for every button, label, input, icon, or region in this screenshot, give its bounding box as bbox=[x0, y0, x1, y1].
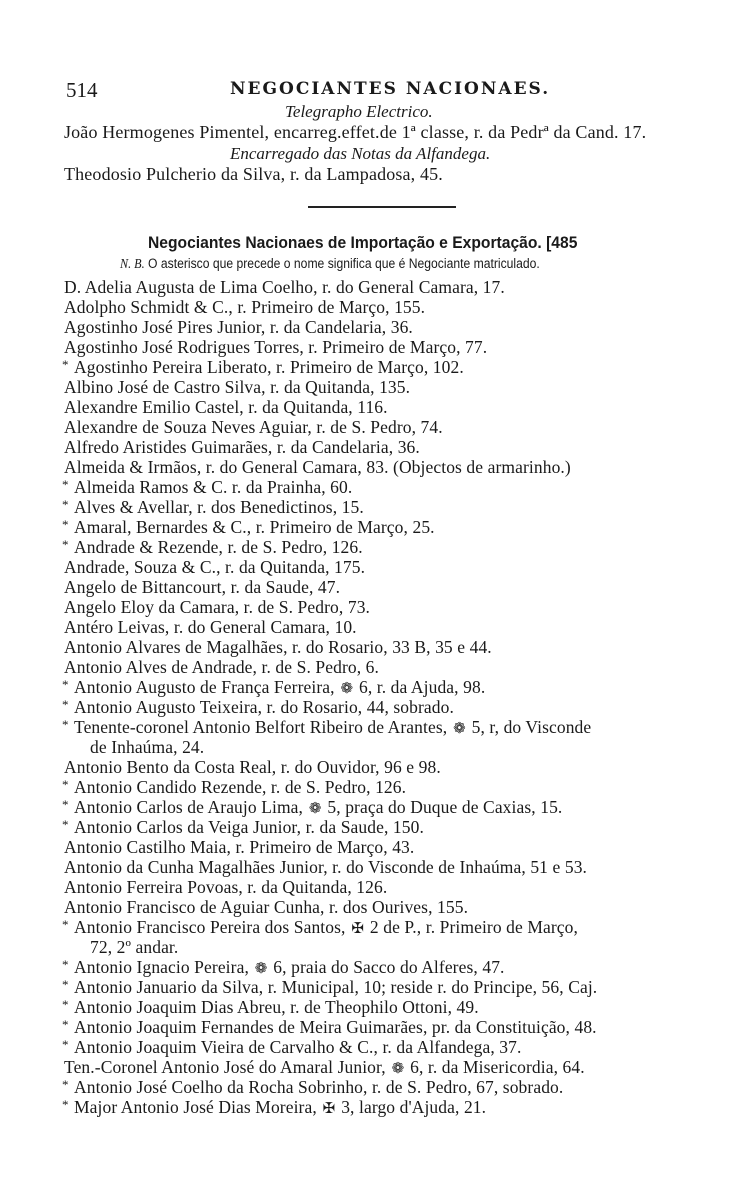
list-item bbox=[64, 297, 425, 318]
entry-text: Antonio Augusto Teixeira, r. do Rosario, 44, sobrado. bbox=[74, 697, 454, 717]
order-cross-icon: ✠ bbox=[347, 921, 368, 937]
entry-text: Alves & Avellar, r. dos Benedictinos, 15. bbox=[74, 497, 364, 517]
order-cross-icon: ✠ bbox=[318, 1101, 340, 1117]
list-item bbox=[62, 1017, 597, 1038]
page-number: 514 bbox=[66, 78, 98, 102]
entry-text: Antonio Joaquim Fernandes de Meira Guimarães, pr. da Constituição, 48. bbox=[74, 1017, 597, 1037]
entry-text: Antonio Francisco Pereira dos Santos, bbox=[74, 917, 346, 937]
entry-text: Angelo Eloy da Camara, r. de S. Pedro, 73. bbox=[64, 597, 371, 617]
entry-text: Andrade & Rezende, r. de S. Pedro, 126. bbox=[74, 537, 363, 557]
entry-text: Albino José de Castro Silva, r. da Quitanda, 135. bbox=[64, 377, 411, 397]
entry-text: Alfredo Aristides Guimarães, r. da Candelaria, 36. bbox=[64, 437, 420, 457]
list-item bbox=[62, 957, 505, 978]
list-item bbox=[62, 477, 352, 498]
list-item bbox=[62, 797, 562, 818]
list-item bbox=[64, 597, 370, 618]
asterisk-marker: * bbox=[62, 1077, 69, 1092]
entry-text: D. Adelia Augusta de Lima Coelho, r. do General Camara, 17. bbox=[64, 277, 505, 297]
asterisk-marker: * bbox=[62, 717, 69, 732]
entry-text: Antonio Ferreira Povoas, r. da Quitanda, 126. bbox=[64, 877, 388, 897]
order-rose-icon: ❁ bbox=[387, 1061, 409, 1077]
asterisk-marker: * bbox=[62, 817, 69, 832]
asterisk-marker: * bbox=[62, 697, 69, 712]
entry-text: Adolpho Schmidt & C., r. Primeiro de Março, 155. bbox=[64, 297, 426, 317]
list-item bbox=[64, 857, 587, 878]
asterisk-marker: * bbox=[62, 357, 69, 372]
list-item bbox=[64, 457, 571, 478]
asterisk-marker: * bbox=[62, 797, 69, 812]
list-item bbox=[62, 517, 435, 538]
entry-text: Almeida & Irmãos, r. do General Camara, 83. (Objectos de armarinho.) bbox=[64, 457, 571, 477]
asterisk-marker: * bbox=[62, 537, 69, 552]
list-item bbox=[64, 637, 492, 658]
list-item bbox=[62, 1077, 563, 1098]
list-item bbox=[62, 717, 591, 738]
list-item bbox=[90, 737, 204, 758]
list-item bbox=[64, 657, 379, 678]
entry-address: 6, r. da Misericordia, 64. bbox=[410, 1057, 585, 1077]
list-item bbox=[64, 397, 388, 418]
list-item bbox=[62, 1037, 522, 1058]
note-label: N. B. bbox=[120, 256, 145, 271]
list-item bbox=[62, 817, 424, 838]
list-item bbox=[64, 417, 443, 438]
list-item bbox=[64, 557, 365, 578]
entry-line: Theodosio Pulcherio da Silva, r. da Lampadosa, 45. bbox=[64, 164, 443, 184]
list-item bbox=[64, 617, 357, 638]
entry-text: Antonio Januario da Silva, r. Municipal, 10; reside r. do Principe, 56, Caj. bbox=[74, 977, 598, 997]
entry-text: Antonio José Coelho da Rocha Sobrinho, r. de S. Pedro, 67, sobrado. bbox=[74, 1077, 564, 1097]
asterisk-marker: * bbox=[62, 497, 69, 512]
entry-text: Major Antonio José Dias Moreira, bbox=[74, 1097, 317, 1117]
entry-text: Antonio Bento da Costa Real, r. do Ouvidor, 96 e 98. bbox=[64, 757, 441, 777]
entry-text: Antonio Ignacio Pereira, bbox=[74, 957, 249, 977]
order-rose-icon: ❁ bbox=[250, 961, 272, 977]
entry-address: 3, largo d'Ajuda, 21. bbox=[341, 1097, 487, 1117]
entry-address: 6, praia do Sacco do Alferes, 47. bbox=[273, 957, 505, 977]
entry-text: Tenente-coronel Antonio Belfort Ribeiro de Arantes, bbox=[74, 717, 448, 737]
asterisk-marker: * bbox=[62, 1017, 69, 1032]
asterisk-marker: * bbox=[62, 917, 69, 932]
entry-text: Antonio Carlos de Araujo Lima, bbox=[74, 797, 304, 817]
entry-text: Antonio Joaquim Vieira de Carvalho & C., r. da Alfandega, 37. bbox=[74, 1037, 522, 1057]
list-item bbox=[62, 537, 363, 558]
entry-text: Alexandre Emilio Castel, r. da Quitanda, 116. bbox=[64, 397, 388, 417]
asterisk-marker: * bbox=[62, 677, 69, 692]
list-item bbox=[64, 377, 410, 398]
entry-address: 2 de P., r. Primeiro de Março, bbox=[369, 917, 578, 937]
list-item bbox=[64, 317, 413, 338]
entry-text: Antonio Alves de Andrade, r. de S. Pedro, 6. bbox=[64, 657, 379, 677]
list-item bbox=[62, 1097, 486, 1118]
entry-text: Antonio Alvares de Magalhães, r. do Rosario, 33 B, 35 e 44. bbox=[64, 637, 492, 657]
list-item bbox=[64, 897, 468, 918]
list-item bbox=[62, 777, 406, 798]
entry-address: 5, praça do Duque de Caxias, 15. bbox=[327, 797, 563, 817]
entry-text: Antonio Augusto de França Ferreira, bbox=[74, 677, 335, 697]
entry-text: Antéro Leivas, r. do General Camara, 10. bbox=[64, 617, 357, 637]
entry-text: Angelo de Bittancourt, r. da Saude, 47. bbox=[64, 577, 341, 597]
list-item bbox=[62, 357, 464, 378]
order-rose-icon: ❁ bbox=[336, 681, 357, 697]
note-text: O asterisco que precede o nome significa que é Negociante matriculado. bbox=[148, 256, 540, 271]
list-item bbox=[64, 877, 387, 898]
entry-text: Antonio Castilho Maia, r. Primeiro de Março, 43. bbox=[64, 837, 415, 857]
list-item bbox=[62, 997, 479, 1018]
list-item bbox=[64, 757, 441, 778]
entry-text: Antonio Joaquim Dias Abreu, r. de Theophilo Ottoni, 49. bbox=[74, 997, 479, 1017]
entry-text: 72, 2º andar. bbox=[90, 937, 179, 957]
order-rose-icon: ❁ bbox=[449, 721, 470, 737]
subheading-telegrapho: Telegrapho Electrico. bbox=[285, 102, 433, 121]
asterisk-marker: * bbox=[62, 1097, 69, 1112]
list-item bbox=[64, 577, 340, 598]
entry-text: Amaral, Bernardes & C., r. Primeiro de Março, 25. bbox=[74, 517, 435, 537]
asterisk-marker: * bbox=[62, 957, 69, 972]
list-item bbox=[64, 437, 420, 458]
list-item bbox=[62, 497, 364, 518]
list-item bbox=[90, 937, 178, 958]
entry-address: 6, r. da Ajuda, 98. bbox=[358, 677, 486, 697]
list-item bbox=[64, 837, 414, 858]
list-item bbox=[62, 697, 454, 718]
asterisk-marker: * bbox=[62, 477, 69, 492]
list-item bbox=[62, 917, 578, 938]
section-title: Negociantes Nacionaes de Importação e Exportação. [485 bbox=[148, 233, 578, 252]
entry-text: Antonio Francisco de Aguiar Cunha, r. dos Ourives, 155. bbox=[64, 897, 469, 917]
entry-text: Agostinho José Rodrigues Torres, r. Primeiro de Março, 77. bbox=[64, 337, 488, 357]
entry-text: de Inhaúma, 24. bbox=[90, 737, 205, 757]
entry-text: Andrade, Souza & C., r. da Quitanda, 175. bbox=[64, 557, 366, 577]
section-note bbox=[120, 256, 540, 272]
section-divider bbox=[308, 206, 456, 208]
entry-text: Alexandre de Souza Neves Aguiar, r. de S. Pedro, 74. bbox=[64, 417, 443, 437]
entry-text: Almeida Ramos & C. r. da Prainha, 60. bbox=[74, 477, 353, 497]
asterisk-marker: * bbox=[62, 997, 69, 1012]
entry-text: Ten.-Coronel Antonio José do Amaral Junior, bbox=[64, 1057, 386, 1077]
list-item bbox=[62, 677, 485, 698]
running-title: NEGOCIANTES NACIONAES. bbox=[230, 79, 551, 99]
order-rose-icon: ❁ bbox=[305, 801, 326, 817]
list-item bbox=[64, 337, 487, 358]
entry-line: João Hermogenes Pimentel, encarreg.effet.de 1ª classe, r. da Pedrª da Cand. 17. bbox=[64, 122, 647, 142]
asterisk-marker: * bbox=[62, 517, 69, 532]
entry-text: Antonio Carlos da Veiga Junior, r. da Saude, 150. bbox=[74, 817, 424, 837]
list-item bbox=[62, 977, 597, 998]
asterisk-marker: * bbox=[62, 1037, 69, 1052]
asterisk-marker: * bbox=[62, 977, 69, 992]
entry-text: Antonio Candido Rezende, r. de S. Pedro, 126. bbox=[74, 777, 407, 797]
entry-address: 5, r, do Visconde bbox=[471, 717, 592, 737]
entry-text: Antonio da Cunha Magalhães Junior, r. do Visconde de Inhaúma, 51 e 53. bbox=[64, 857, 588, 877]
asterisk-marker: * bbox=[62, 777, 69, 792]
entry-text: Agostinho Pereira Liberato, r. Primeiro de Março, 102. bbox=[74, 357, 464, 377]
list-item bbox=[64, 1057, 585, 1078]
list-item bbox=[64, 277, 505, 298]
entry-text: Agostinho José Pires Junior, r. da Candelaria, 36. bbox=[64, 317, 413, 337]
subheading-notas: Encarregado das Notas da Alfandega. bbox=[230, 144, 491, 163]
